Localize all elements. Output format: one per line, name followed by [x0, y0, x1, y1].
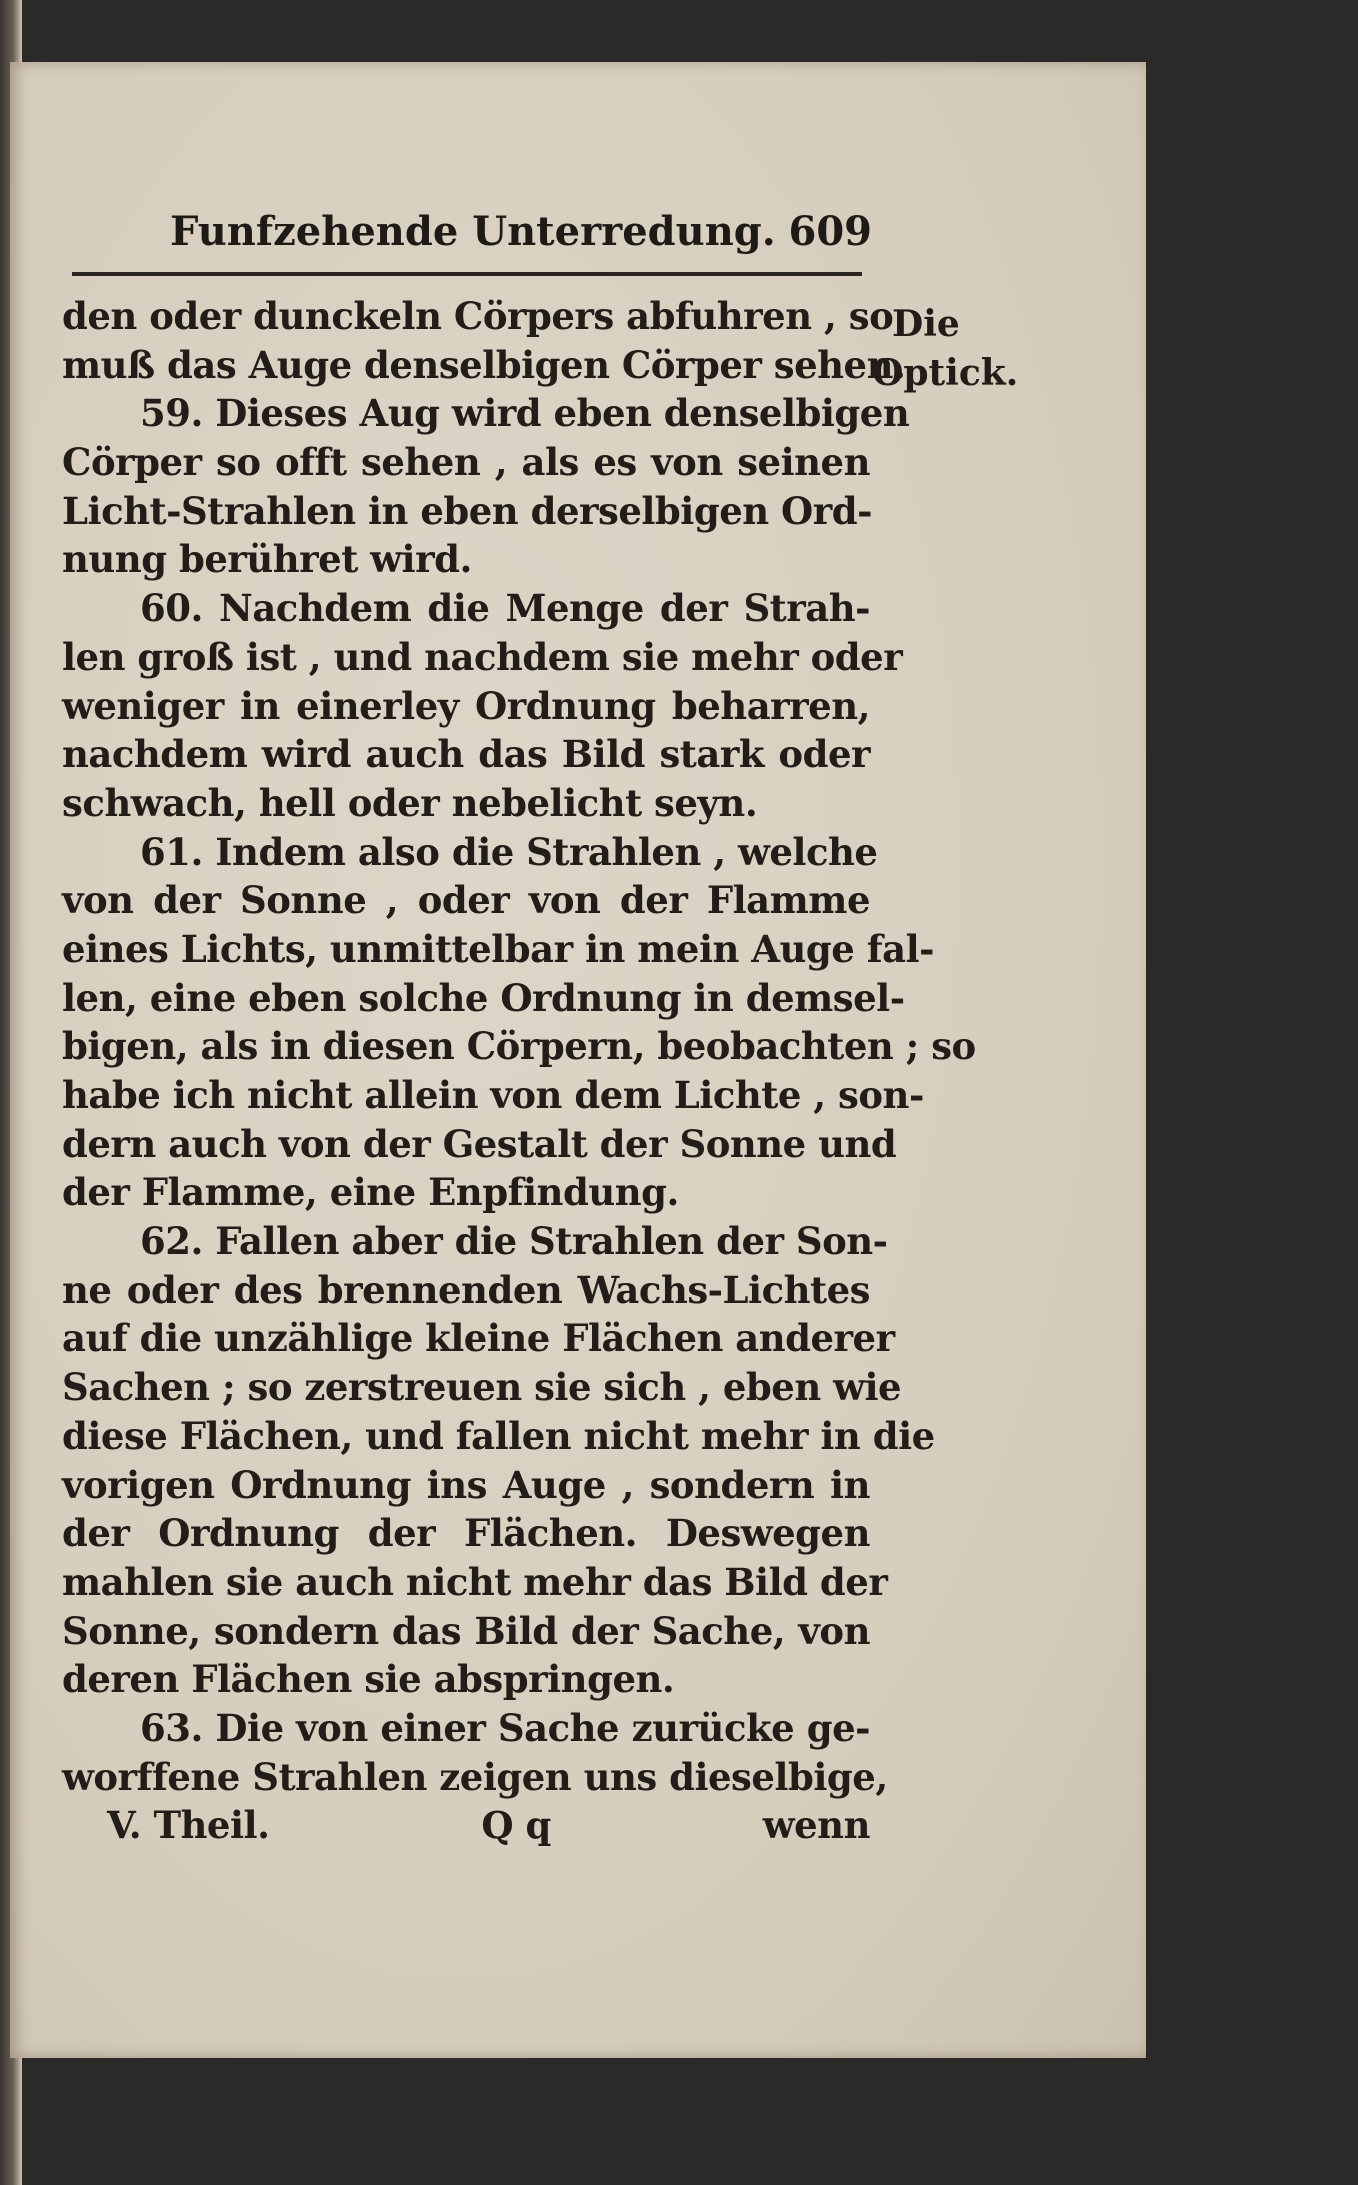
text-line: von der Sonne , oder von der Flamme: [62, 878, 870, 923]
text-line: 59. Dieses Aug wird eben denselbigen: [140, 391, 910, 436]
text-line: diese Flächen, und fallen nicht mehr in die: [62, 1413, 935, 1458]
text-line: 62. Fallen aber die Strahlen der Son-: [140, 1219, 888, 1264]
text-line: Sonne, sondern das Bild der Sache, von: [62, 1608, 870, 1653]
text-line: 60. Nachdem die Menge der Strah-: [140, 586, 870, 631]
text-line: vorigen Ordnung ins Auge , sondern in: [62, 1462, 870, 1507]
text-line: schwach, hell oder nebelicht seyn.: [62, 780, 758, 825]
text-line: deren Flächen sie abspringen.: [62, 1657, 675, 1702]
page-footer: [62, 1801, 870, 1850]
text-line: den oder dunckeln Cörpers abfuhren , so: [62, 294, 894, 338]
signature-mark: Q q: [481, 1803, 551, 1848]
page-number: 609: [788, 208, 872, 255]
text-line: weniger in einerley Ordnung beharren,: [62, 683, 870, 728]
text-line: Cörper so offt sehen , als es von seinen: [62, 440, 870, 485]
text-line: der Flamme, eine Enpfindung.: [62, 1170, 679, 1215]
text-line: der Ordnung der Flächen. Deswegen: [62, 1511, 870, 1556]
chapter-title: Funfzehende Unterredung.: [170, 208, 776, 255]
running-header: [170, 208, 870, 268]
text-line: len groß ist , und nachdem sie mehr oder: [62, 634, 903, 679]
text-line: bigen, als in diesen Cörpern, beobachten ; so: [62, 1024, 976, 1069]
text-line: len, eine eben solche Ordnung in demsel-: [62, 975, 905, 1020]
text-line: mahlen sie auch nicht mehr das Bild der: [62, 1559, 888, 1604]
text-line: 61. Indem also die Strahlen , welche: [140, 829, 878, 874]
marginal-note-line: Die: [892, 303, 960, 345]
text-line: muß das Auge denselbigen Cörper sehen.: [62, 342, 906, 387]
text-line: Licht-Strahlen in eben derselbigen Ord-: [62, 488, 872, 533]
text-line: nachdem wird auch das Bild stark oder: [62, 732, 870, 777]
text-line: eines Lichts, unmittelbar in mein Auge fal-: [62, 926, 935, 971]
text-line: Sachen ; so zerstreuen sie sich , eben wie: [62, 1365, 902, 1410]
text-line: ne oder des brennenden Wachs-Lichtes: [62, 1267, 870, 1312]
text-line: auf die unzählige kleine Flächen anderer: [62, 1316, 895, 1361]
marginal-note-line: Optick.: [872, 351, 1019, 394]
text-line: nung berühret wird.: [62, 537, 472, 582]
header-rule: [72, 272, 862, 276]
text-line: habe ich nicht allein von dem Lichte , son-: [62, 1073, 924, 1117]
catchword: wenn: [762, 1803, 870, 1848]
text-line: dern auch von der Gestalt der Sonne und: [62, 1121, 897, 1166]
text-line: worffene Strahlen zeigen uns dieselbige,: [62, 1754, 888, 1799]
volume-label: V. Theil.: [107, 1803, 270, 1848]
text-line: 63. Die von einer Sache zurücke ge-: [140, 1705, 870, 1750]
